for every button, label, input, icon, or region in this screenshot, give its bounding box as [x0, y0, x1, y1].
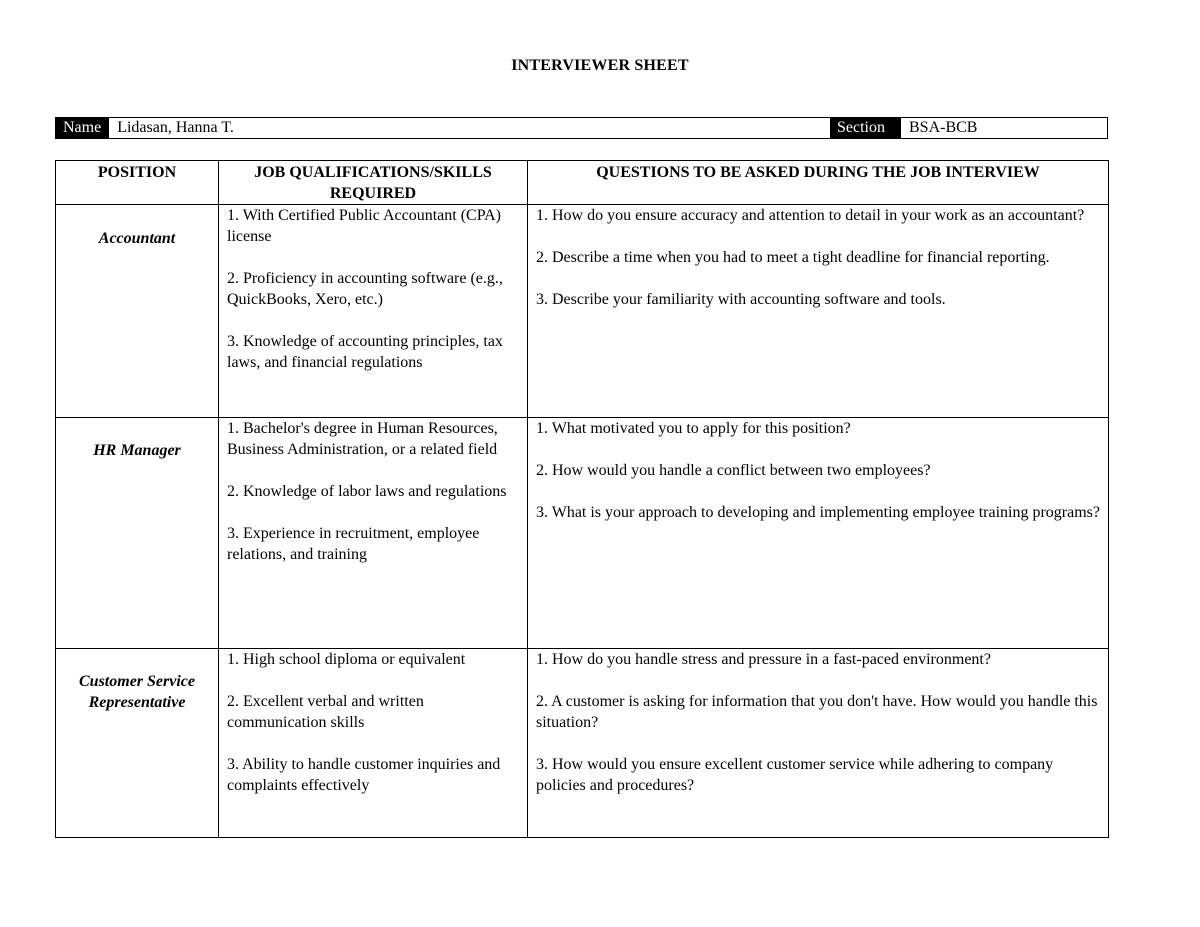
questions-cell — [528, 418, 1109, 649]
questions-cell — [528, 205, 1109, 418]
question-item: 2. How would you handle a conflict between two employees? — [536, 462, 931, 479]
qualification-item: 1. High school diploma or equivalent — [227, 651, 466, 668]
name-label: Name — [56, 118, 109, 138]
info-bar — [55, 117, 1108, 139]
qualifications-cell — [219, 418, 528, 649]
qualification-item: 2. Excellent verbal and written communication skills — [227, 693, 424, 731]
question-item: 3. Describe your familiarity with accounting software and tools. — [536, 291, 946, 308]
question-item: 2. A customer is asking for information that you don't have. How would you handle this situation? — [536, 693, 1098, 731]
table-row — [56, 205, 1109, 418]
questions-cell — [528, 649, 1109, 838]
question-item: 2. Describe a time when you had to meet a tight deadline for financial reporting. — [536, 249, 1050, 266]
qualification-item: 1. With Certified Public Accountant (CPA) license — [227, 207, 501, 245]
qualification-item: 1. Bachelor's degree in Human Resources, Business Administration, or a related field — [227, 420, 498, 458]
qualification-item: 3. Ability to handle customer inquiries and complaints effectively — [227, 756, 501, 794]
section-value: BSA-BCB — [900, 118, 1107, 138]
position-cell: Accountant — [56, 205, 219, 418]
qualification-item: 3. Experience in recruitment, employee relations, and training — [227, 525, 480, 563]
table-row — [56, 418, 1109, 649]
page-title: INTERVIEWER SHEET — [511, 57, 689, 74]
question-item: 3. How would you ensure excellent customer service while adhering to company policies and procedures? — [536, 756, 1054, 794]
section-label: Section — [830, 118, 900, 138]
table-header-row — [56, 161, 1109, 205]
name-value: Lidasan, Hanna T. — [117, 119, 234, 136]
table-row — [56, 649, 1109, 838]
position-cell: Customer Service Representative — [56, 649, 219, 838]
header-position: POSITION — [56, 161, 219, 205]
question-item: 1. How do you handle stress and pressure in a fast-paced environment? — [536, 651, 991, 668]
qualifications-cell — [219, 649, 528, 838]
position-cell: HR Manager — [56, 418, 219, 649]
qualification-item: 3. Knowledge of accounting principles, tax laws, and financial regulations — [227, 333, 503, 371]
interview-table — [55, 160, 1109, 838]
question-item: 3. What is your approach to developing and implementing employee training programs? — [536, 504, 1100, 521]
qualifications-cell — [219, 205, 528, 418]
qualification-item: 2. Proficiency in accounting software (e.g., QuickBooks, Xero, etc.) — [227, 270, 503, 308]
question-item: 1. How do you ensure accuracy and attention to detail in your work as an accountant? — [536, 207, 1085, 224]
header-questions: QUESTIONS TO BE ASKED DURING THE JOB INTERVIEW — [528, 161, 1109, 205]
question-item: 1. What motivated you to apply for this position? — [536, 420, 851, 437]
qualification-item: 2. Knowledge of labor laws and regulations — [227, 483, 507, 500]
header-qualifications: JOB QUALIFICATIONS/SKILLS REQUIRED — [219, 161, 528, 205]
